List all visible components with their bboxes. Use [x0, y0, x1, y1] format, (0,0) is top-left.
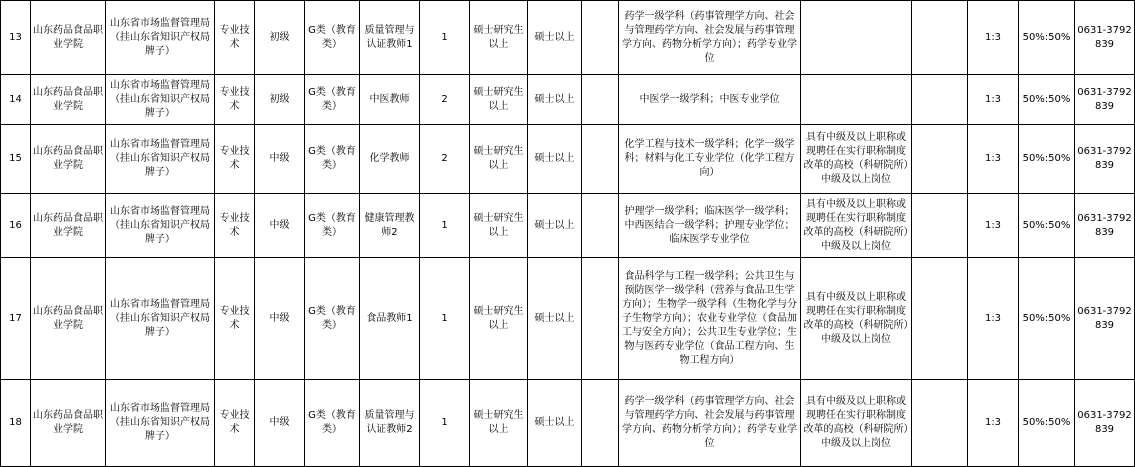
post-name: 质量管理与认证教师1 — [360, 1, 420, 75]
degree-requirement: 硕士以上 — [528, 75, 582, 125]
empty-cell — [582, 1, 619, 75]
post-level: 中级 — [255, 258, 305, 380]
empty-cell — [582, 75, 619, 125]
table-row — [1, 258, 1135, 380]
post-type: 专业技术 — [215, 1, 255, 75]
empty-cell — [912, 1, 968, 75]
education-requirement: 硕士研究生以上 — [470, 125, 528, 194]
other-requirement — [801, 75, 912, 125]
contact-phone: 0631-3792839 — [1075, 125, 1135, 194]
exam-category: G类（教育类） — [305, 1, 360, 75]
post-level: 中级 — [255, 380, 305, 467]
contact-phone: 0631-3792839 — [1075, 1, 1135, 75]
hiring-count: 1 — [420, 380, 470, 467]
table-row — [1, 380, 1135, 467]
row-number: 13 — [1, 1, 31, 75]
hiring-count: 2 — [420, 125, 470, 194]
supervising-dept: 山东省市场监督管理局（挂山东省知识产权局牌子） — [106, 258, 215, 380]
supervising-dept: 山东省市场监督管理局（挂山东省知识产权局牌子） — [106, 194, 215, 258]
degree-requirement: 硕士以上 — [528, 380, 582, 467]
empty-cell — [582, 194, 619, 258]
education-requirement: 硕士研究生以上 — [470, 258, 528, 380]
other-requirement: 具有中级及以上职称或现聘任在实行职称制度改革的高校（科研院所）中级及以上岗位 — [801, 380, 912, 467]
score-weight: 50%:50% — [1019, 380, 1075, 467]
major-requirement: 食品科学与工程一级学科；公共卫生与预防医学一级学科（营养与食品卫生学方向）；生物学一级学科（生物化学与分子生物学方向）；农业专业学位（食品加工与安全方向）；公共卫生专业学位；生物与医药专业学位（食品工程方向、生物工程方向） — [619, 258, 801, 380]
degree-requirement: 硕士以上 — [528, 258, 582, 380]
post-type: 专业技术 — [215, 194, 255, 258]
empty-cell — [582, 258, 619, 380]
row-number: 16 — [1, 194, 31, 258]
table-row — [1, 75, 1135, 125]
contact-phone: 0631-3792839 — [1075, 75, 1135, 125]
empty-cell — [912, 258, 968, 380]
education-requirement: 硕士研究生以上 — [470, 194, 528, 258]
exam-category: G类（教育类） — [305, 194, 360, 258]
hiring-count: 2 — [420, 75, 470, 125]
score-weight: 50%:50% — [1019, 75, 1075, 125]
exam-category: G类（教育类） — [305, 125, 360, 194]
post-name: 质量管理与认证教师2 — [360, 380, 420, 467]
post-name: 中医教师 — [360, 75, 420, 125]
contact-phone: 0631-3792839 — [1075, 380, 1135, 467]
exam-category: G类（教育类） — [305, 380, 360, 467]
exam-category: G类（教育类） — [305, 75, 360, 125]
school-name: 山东药品食品职业学院 — [31, 194, 106, 258]
interview-ratio: 1:3 — [968, 75, 1019, 125]
score-weight: 50%:50% — [1019, 1, 1075, 75]
other-requirement: 具有中级及以上职称或现聘任在实行职称制度改革的高校（科研院所）中级及以上岗位 — [801, 194, 912, 258]
empty-cell — [912, 380, 968, 467]
empty-cell — [582, 380, 619, 467]
degree-requirement: 硕士以上 — [528, 1, 582, 75]
school-name: 山东药品食品职业学院 — [31, 258, 106, 380]
education-requirement: 硕士研究生以上 — [470, 380, 528, 467]
school-name: 山东药品食品职业学院 — [31, 75, 106, 125]
table-row — [1, 125, 1135, 194]
post-level: 初级 — [255, 75, 305, 125]
school-name: 山东药品食品职业学院 — [31, 1, 106, 75]
row-number: 15 — [1, 125, 31, 194]
school-name: 山东药品食品职业学院 — [31, 125, 106, 194]
row-number: 14 — [1, 75, 31, 125]
post-name: 化学教师 — [360, 125, 420, 194]
major-requirement: 药学一级学科（药事管理学方向、社会与管理药学方向、社会发展与药事管理学方向、药物分析学方向）；药学专业学位 — [619, 380, 801, 467]
degree-requirement: 硕士以上 — [528, 194, 582, 258]
table-row — [1, 1, 1135, 75]
contact-phone: 0631-3792839 — [1075, 258, 1135, 380]
supervising-dept: 山东省市场监督管理局（挂山东省知识产权局牌子） — [106, 1, 215, 75]
post-level: 中级 — [255, 194, 305, 258]
interview-ratio: 1:3 — [968, 125, 1019, 194]
supervising-dept: 山东省市场监督管理局（挂山东省知识产权局牌子） — [106, 380, 215, 467]
row-number: 18 — [1, 380, 31, 467]
empty-cell — [912, 75, 968, 125]
education-requirement: 硕士研究生以上 — [470, 75, 528, 125]
post-type: 专业技术 — [215, 258, 255, 380]
row-number: 17 — [1, 258, 31, 380]
hiring-count: 1 — [420, 258, 470, 380]
other-requirement: 具有中级及以上职称或现聘任在实行职称制度改革的高校（科研院所）中级及以上岗位 — [801, 258, 912, 380]
post-type: 专业技术 — [215, 75, 255, 125]
interview-ratio: 1:3 — [968, 258, 1019, 380]
degree-requirement: 硕士以上 — [528, 125, 582, 194]
post-name: 食品教师1 — [360, 258, 420, 380]
supervising-dept: 山东省市场监督管理局（挂山东省知识产权局牌子） — [106, 75, 215, 125]
post-type: 专业技术 — [215, 380, 255, 467]
school-name: 山东药品食品职业学院 — [31, 380, 106, 467]
score-weight: 50%:50% — [1019, 258, 1075, 380]
post-name: 健康管理教师2 — [360, 194, 420, 258]
score-weight: 50%:50% — [1019, 194, 1075, 258]
major-requirement: 护理学一级学科；临床医学一级学科；中西医结合一级学科；护理专业学位；临床医学专业学位 — [619, 194, 801, 258]
empty-cell — [582, 125, 619, 194]
interview-ratio: 1:3 — [968, 380, 1019, 467]
hiring-count: 1 — [420, 194, 470, 258]
major-requirement: 化学工程与技术一级学科；化学一级学科；材料与化工专业学位（化学工程方向） — [619, 125, 801, 194]
other-requirement — [801, 1, 912, 75]
exam-category: G类（教育类） — [305, 258, 360, 380]
post-level: 初级 — [255, 1, 305, 75]
empty-cell — [912, 194, 968, 258]
major-requirement: 中医学一级学科；中医专业学位 — [619, 75, 801, 125]
contact-phone: 0631-3792839 — [1075, 194, 1135, 258]
post-type: 专业技术 — [215, 125, 255, 194]
empty-cell — [912, 125, 968, 194]
interview-ratio: 1:3 — [968, 1, 1019, 75]
hiring-count: 1 — [420, 1, 470, 75]
supervising-dept: 山东省市场监督管理局（挂山东省知识产权局牌子） — [106, 125, 215, 194]
interview-ratio: 1:3 — [968, 194, 1019, 258]
score-weight: 50%:50% — [1019, 125, 1075, 194]
major-requirement: 药学一级学科（药事管理学方向、社会与管理药学方向、社会发展与药事管理学方向、药物分析学方向）；药学专业学位 — [619, 1, 801, 75]
table-row — [1, 194, 1135, 258]
other-requirement: 具有中级及以上职称或现聘任在实行职称制度改革的高校（科研院所）中级及以上岗位 — [801, 125, 912, 194]
education-requirement: 硕士研究生以上 — [470, 1, 528, 75]
post-level: 中级 — [255, 125, 305, 194]
